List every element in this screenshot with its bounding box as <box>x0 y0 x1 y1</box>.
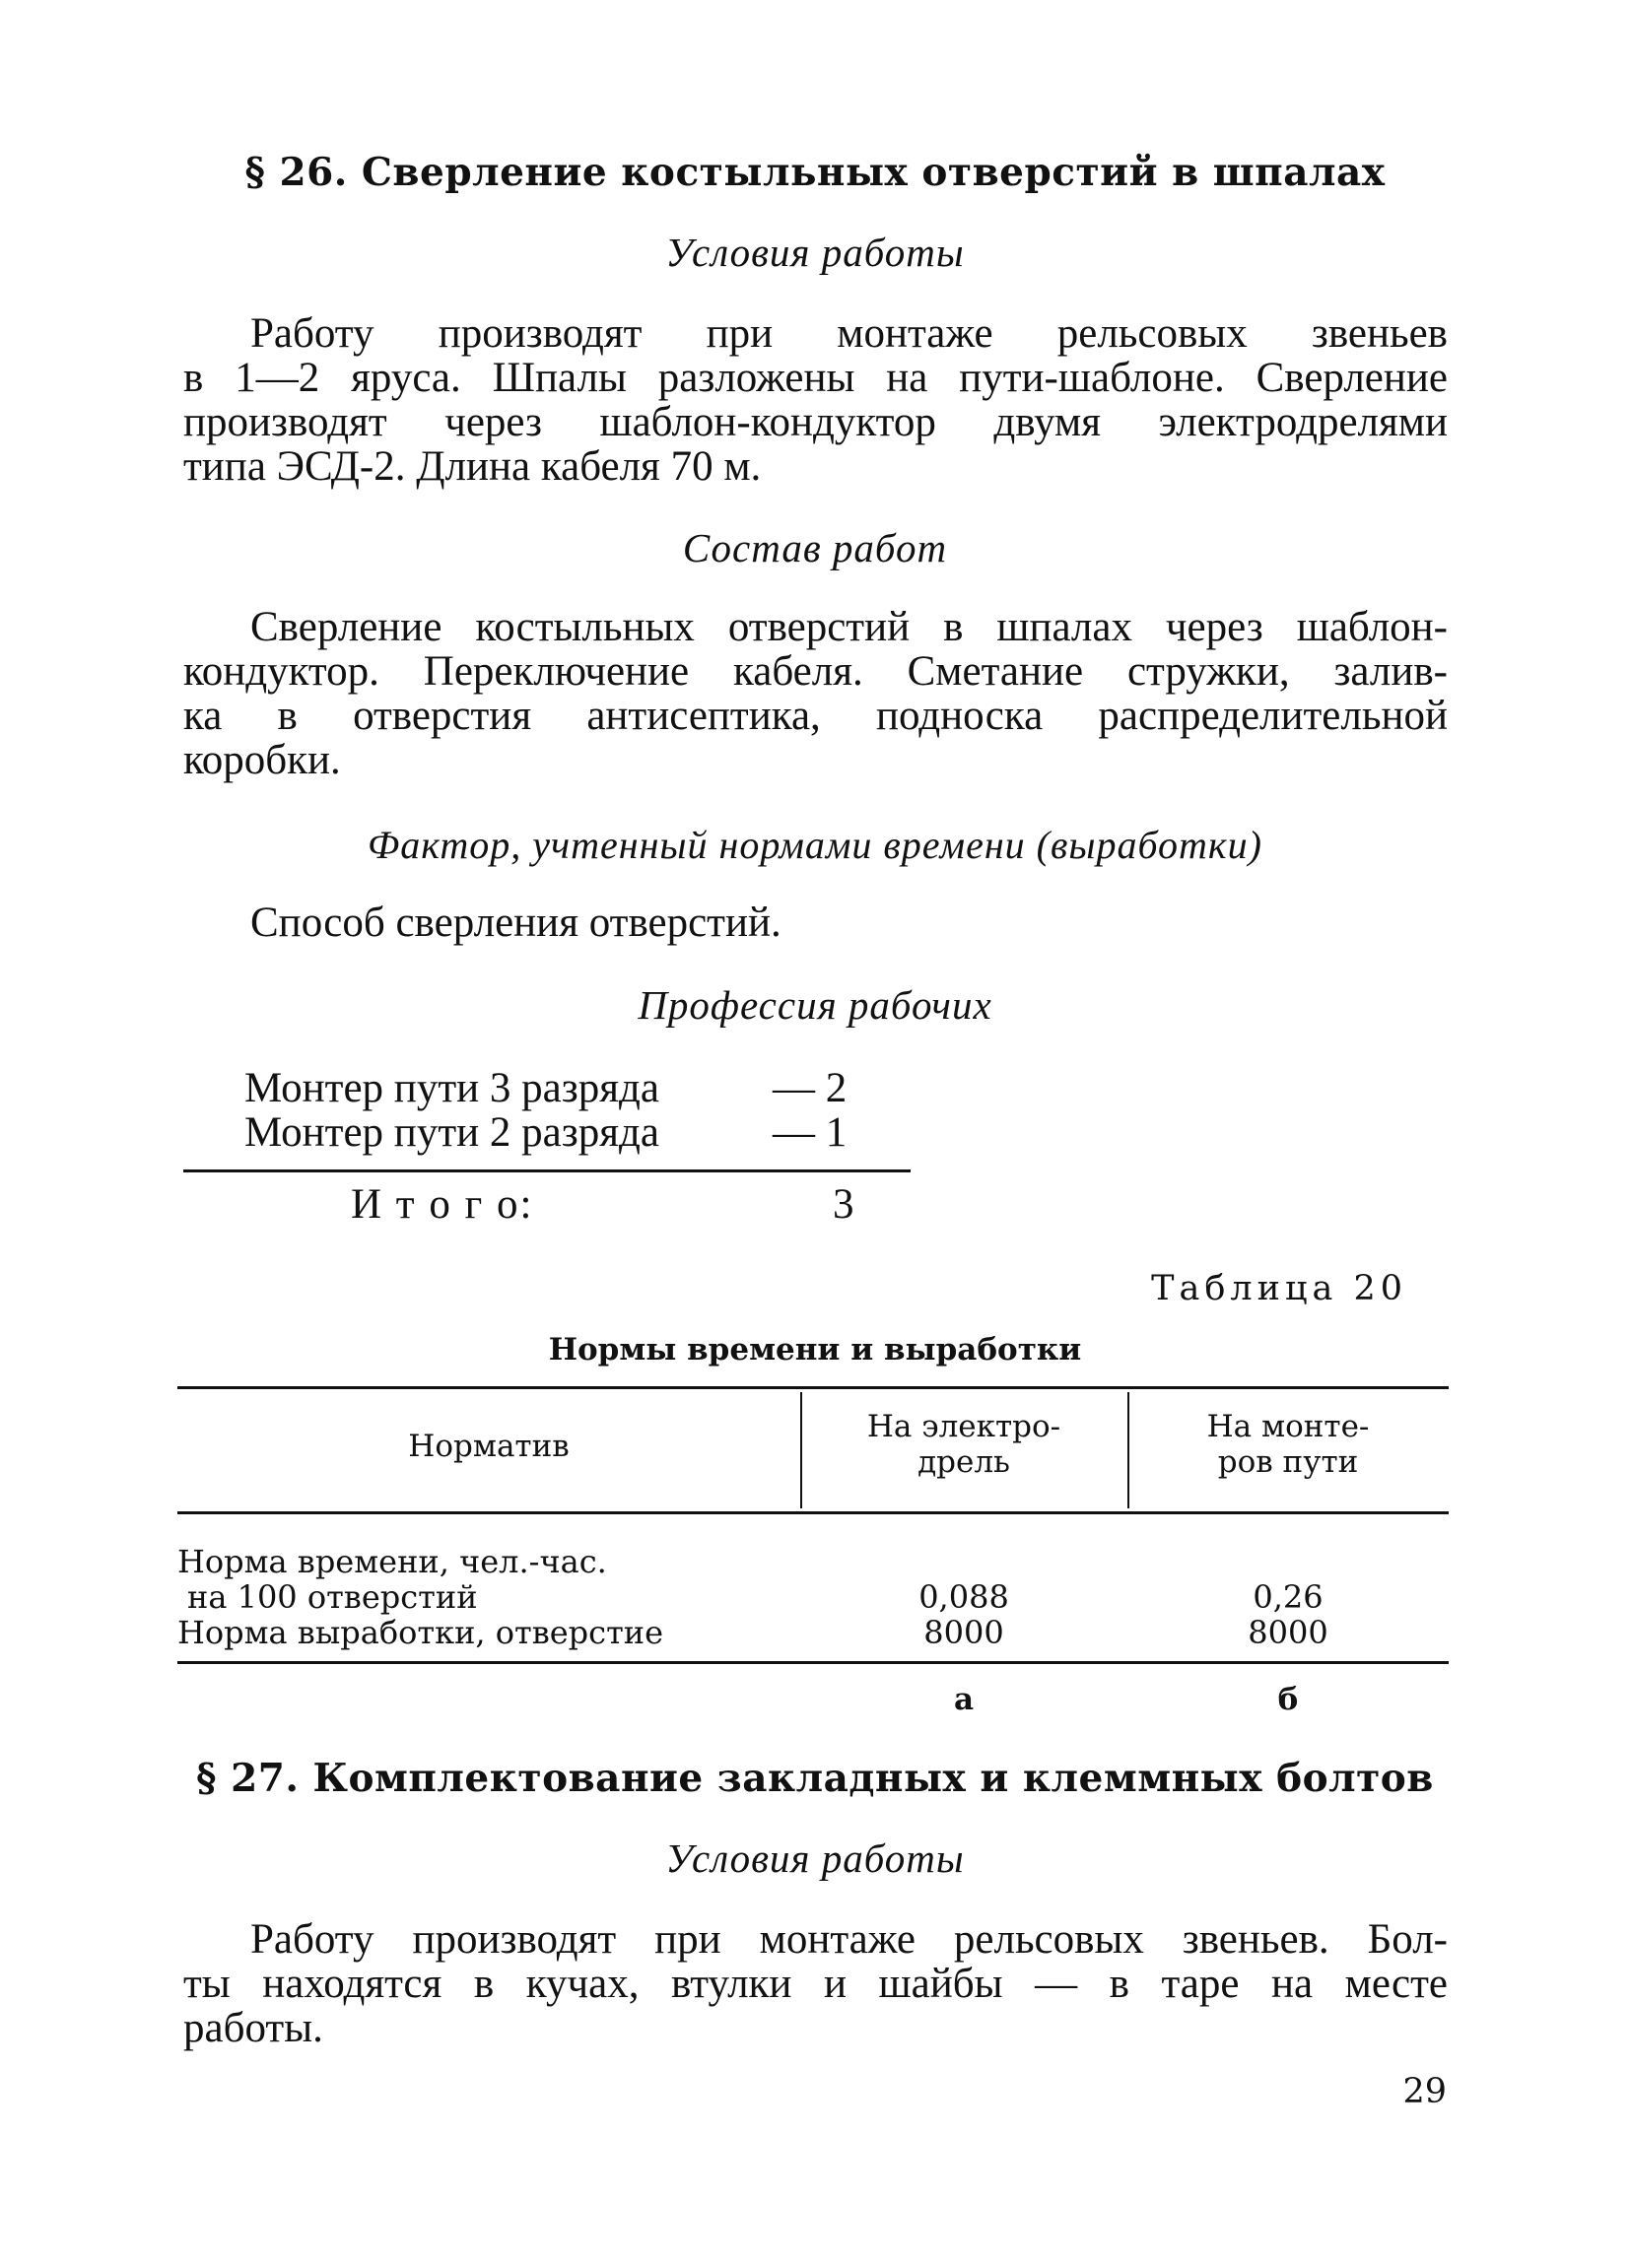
total-label: И т о г о: <box>351 1181 534 1228</box>
text-line: работы. <box>183 2005 323 2051</box>
column-mark-b: б <box>1277 1682 1299 1717</box>
section-26-composition-heading: Состав работ <box>682 525 948 570</box>
section-26-title: § 26. Сверление костыльных отверстий в шпалах <box>244 150 1386 195</box>
worker-count: — 1 <box>773 1109 848 1156</box>
cell-output-drill: 8000 <box>923 1614 1004 1651</box>
workers-list <box>244 1066 881 1155</box>
cell-time-workers: 0,26 <box>1253 1578 1324 1616</box>
section-27-conditions-heading: Условия работы <box>665 1835 965 1881</box>
worker-name: Монтер пути 2 разряда <box>244 1109 659 1156</box>
section-26-composition-text <box>183 605 1448 782</box>
workers-total-rule <box>183 1169 911 1172</box>
header-workers-line1: На монте- <box>1206 1409 1370 1444</box>
section-26-factor-text <box>183 901 1448 945</box>
section-26-factor-heading: Фактор, учтенный нормами времени (выработки) <box>368 823 1262 867</box>
header-workers-line2: ров пути <box>1217 1444 1359 1480</box>
text-line: типа ЭСД-2. Длина кабеля 70 м. <box>183 443 762 490</box>
text-line: ты находятся в кучах, втулки и шайбы — в таре на месте <box>183 1961 1448 2007</box>
worker-row <box>244 1066 881 1110</box>
text-line: Способ сверления отверстий. <box>250 900 781 946</box>
text-line: ка в отверстия антисептика, подноска распределительной <box>183 693 1448 739</box>
section-26-conditions-text <box>183 311 1448 489</box>
row-label-time-norm: Норма времени, чел.-час. <box>177 1543 607 1580</box>
worker-row <box>244 1110 881 1155</box>
table-top-rule <box>177 1386 1449 1389</box>
worker-count: — 2 <box>773 1065 848 1111</box>
header-drill-line2: дрель <box>917 1444 1010 1480</box>
column-mark-a: а <box>953 1682 975 1717</box>
cell-time-drill: 0,088 <box>918 1578 1009 1616</box>
text-line: коробки. <box>183 737 341 783</box>
text-line: производят через шаблон-кондуктор двумя электродрелями <box>183 399 1448 445</box>
table-caption: Таблица 20 <box>1151 1269 1407 1308</box>
table-header-rule <box>177 1511 1449 1514</box>
row-label-time-norm-unit: на 100 отверстий <box>187 1578 478 1616</box>
page-number: 29 <box>1402 2072 1447 2111</box>
row-label-output-norm: Норма выработки, отверстие <box>177 1614 664 1651</box>
section-26-conditions-heading: Условия работы <box>665 230 965 275</box>
text-line: кондуктор. Переключение кабеля. Сметание стружки, залив- <box>183 648 1448 695</box>
total-value: 3 <box>833 1181 854 1228</box>
cell-output-workers: 8000 <box>1248 1614 1328 1651</box>
text-line: Работу производят при монтаже рельсовых звеньев. Бол- <box>250 1916 1448 1963</box>
section-27-conditions-text <box>183 1917 1448 2050</box>
worker-name: Монтер пути 3 разряда <box>244 1065 659 1111</box>
table-title: Нормы времени и выработки <box>548 1332 1082 1367</box>
header-drill-line1: На электро- <box>866 1409 1061 1444</box>
header-normativ: Норматив <box>408 1429 570 1464</box>
section-27-title: § 27. Комплектование закладных и клеммных болтов <box>196 1756 1434 1801</box>
text-line: Сверление костыльных отверстий в шпалах через шаблон- <box>250 604 1448 650</box>
table-bottom-rule <box>177 1661 1449 1664</box>
text-line: Работу производят при монтаже рельсовых звеньев <box>250 310 1448 357</box>
section-26-profession-heading: Профессия рабочих <box>638 982 992 1028</box>
text-line: в 1—2 яруса. Шпалы разложены на пути-шаблоне. Сверление <box>183 355 1448 401</box>
